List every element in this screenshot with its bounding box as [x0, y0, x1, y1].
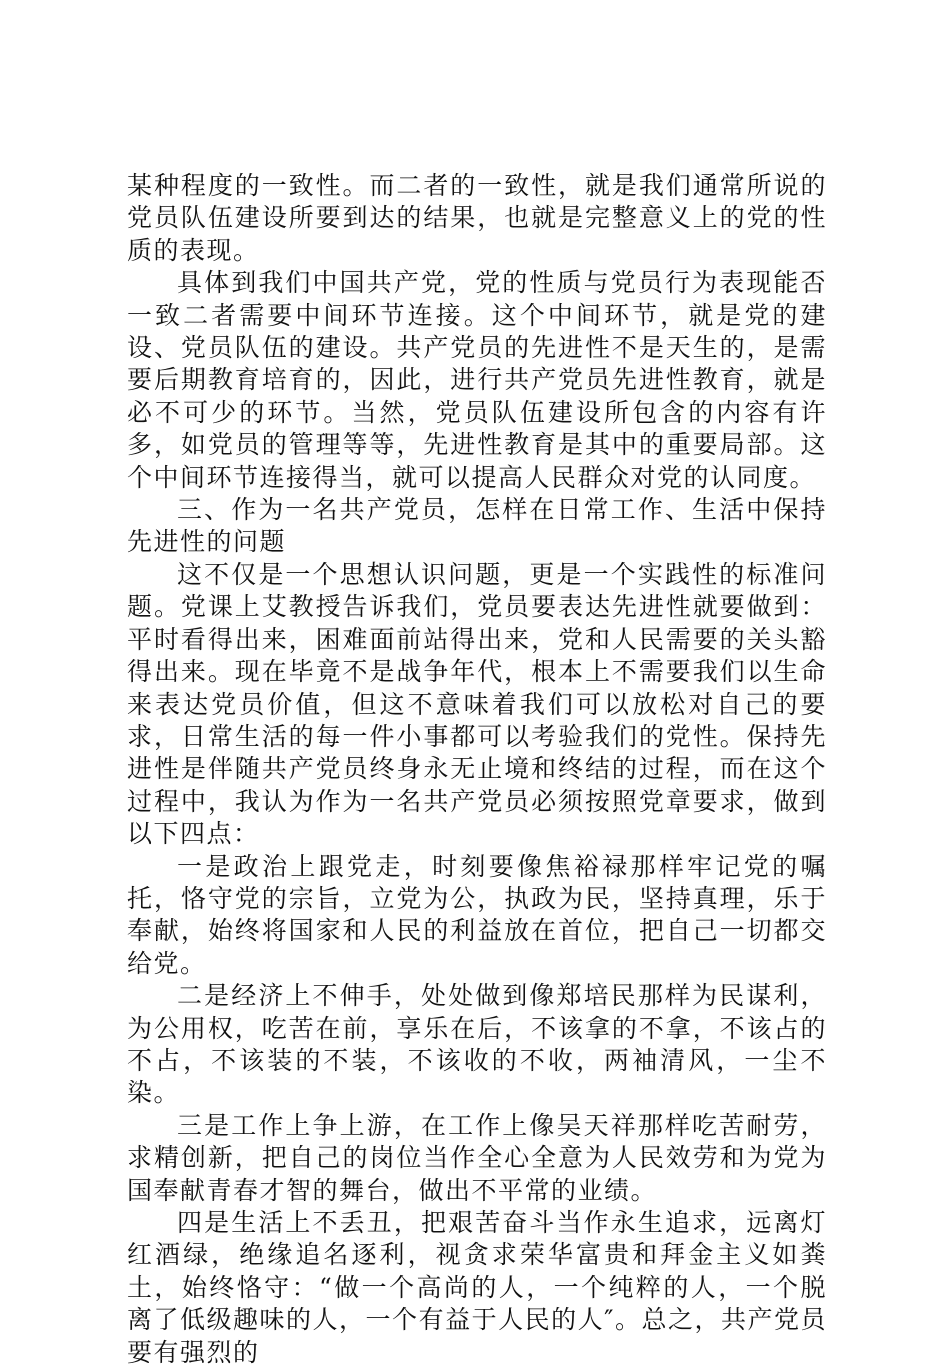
paragraph-point-four: 四是生活上不丢丑，把艰苦奋斗当作永生追求，远离灯红酒绿，绝缘追名逐利，视贪求荣华富贵和拜金主义如粪土，始终恪守：“做一个高尚的人，一个纯粹的人，一个脱离了低级趣味的人，一个有益于人民的人″。总之，共产党员要有强烈的	[127, 1208, 827, 1367]
paragraph-point-one: 一是政治上跟党走，时刻要像焦裕禄那样牢记党的嘱托，恪守党的宗旨，立党为公，执政为民，坚持真理，乐于奉献，始终将国家和人民的利益放在首位，把自己一切都交给党。	[127, 851, 827, 978]
paragraph-intermediate-link: 具体到我们中国共产党，党的性质与党员行为表现能否一致二者需要中间环节连接。这个中间环节，就是党的建设、党员队伍的建设。共产党员的先进性不是天生的，是需要后期教育培育的，因此，进行共产党员先进性教育，就是必不可少的环节。当然，党员队伍建设所包含的内容有许多，如党员的管理等等，先进性教育是其中的重要局部。这个中间环节连接得当，就可以提高人民群众对党的认同度。	[127, 268, 827, 492]
paragraph-point-three: 三是工作上争上游，在工作上像吴天祥那样吃苦耐劳，求精创新，把自己的岗位当作全心全意为人民效劳和为党为国奉献青春才智的舞台，做出不平常的业绩。	[127, 1110, 827, 1205]
document-body	[127, 170, 827, 1369]
paragraph-continuation: 某种程度的一致性。而二者的一致性，就是我们通常所说的党员队伍建设所要到达的结果，也就是完整意义上的党的性质的表现。	[127, 171, 827, 265]
paragraph-point-two: 二是经济上不伸手，处处做到像郑培民那样为民谋利，为公用权，吃苦在前，享乐在后，不该拿的不拿，不该占的不占，不该装的不装，不该收的不收，两袖清风，一尘不染。	[127, 981, 827, 1108]
section-heading-three: 三、作为一名共产党员，怎样在日常工作、生活中保持先进性的问题	[127, 495, 827, 557]
paragraph-practice: 这不仅是一个思想认识问题，更是一个实践性的标准问题。党课上艾教授告诉我们，党员要表达先进性就要做到：平时看得出来，困难面前站得出来，党和人民需要的关头豁得出来。现在毕竟不是战争年代，根本上不需要我们以生命来表达党员价值，但这不意味着我们可以放松对自己的要求，日常生活的每一件小事都可以考验我们的党性。保持先进性是伴随共产党员终身永无止境和终结的过程，而在这个过程中，我认为作为一名共产党员必须按照党章要求，做到以下四点：	[127, 559, 827, 849]
